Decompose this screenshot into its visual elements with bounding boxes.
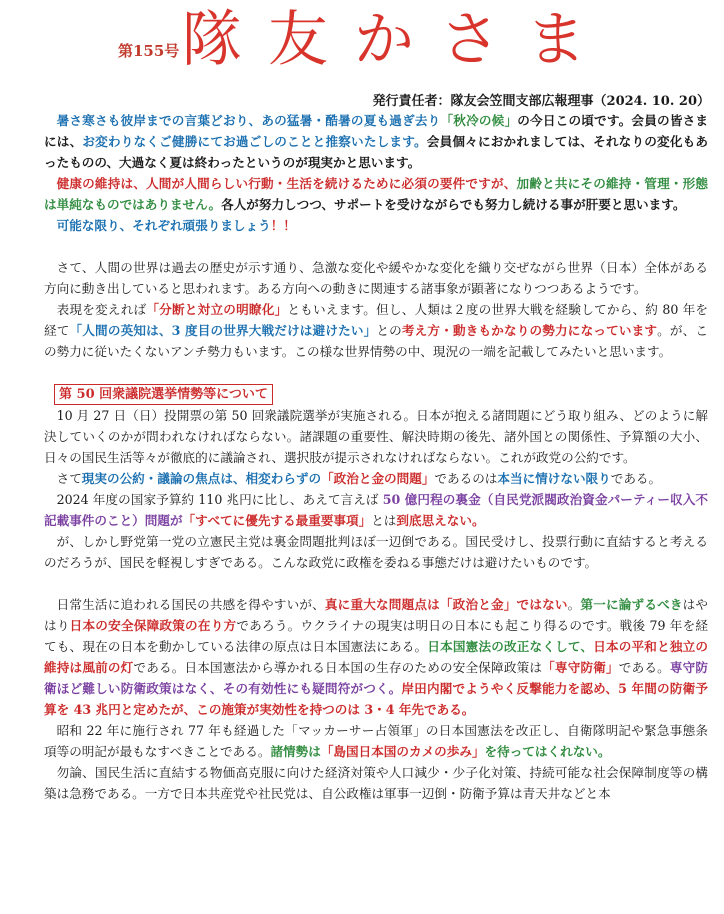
text-run: 「分断と対立の明瞭化」 [146,302,288,317]
text-run: お変わりなくご健勝にてお過ごしのことと推察いたします。 [82,134,427,149]
text-run: ともいえます。但し、人類は２度の世界大戦を経験してから、約 80 年を経て [44,302,709,338]
paragraph-security [44,594,708,720]
article-body [44,110,708,804]
text-run: はやはり [44,597,709,633]
text-run: さて [56,471,82,486]
issue-number: 第155号 [118,42,180,60]
paragraph-focus [44,468,708,489]
text-run: である。日本国憲法から導かれる日本国の生存のための安全保障政策は [133,660,543,675]
text-run: との [376,323,402,338]
text-run: とは [371,513,397,528]
text-run: さて、人間の世界は過去の歴史が示す通り、急激な変化や緩やかな変化を織り交ぜながら世界（日本）全体がある方向に動き出していると思われます。ある方向への動きに関連する諸事象が顕著になりつつあるようです。 [44,260,708,296]
text-run: 岸田内閣でようやく反撃能力を認め、5 年間の防衛予算を 43 兆円と定めたが、この施策が実効性を持つのは 3・4 年先である。 [44,681,708,717]
paragraph-encouragement [44,215,708,236]
text-run: 「政治と金の問題」 [321,471,435,486]
text-run: 日常生活に追われる国民の共感を得やすいが、 [56,597,325,612]
text-run: ！！ [270,218,296,233]
newsletter-title: 隊友かさま [182,5,612,75]
text-run: 勿論、国民生活に直結する物価高克服に向けた経済対策や人口減少・少子化対策、持続可能な社会保障制度等の構築は急務である。一方で日本共産党や社民党は、自公政権は軍事一辺倒・防衛予算は青天井などと本 [44,765,708,801]
publisher-line: 発行責任者：隊友会笠間支部広報理事（2024. 10. 20） [372,94,710,109]
text-run: 諸情勢は [270,744,321,759]
text-run: 暑さ寒さも彼岸までの言葉どおり、あの猛暑・酷暑の夏も過ぎ去り [56,113,441,128]
spacer [44,573,708,594]
text-run: 日本の安全保障政策の在り方 [69,618,237,633]
paragraph-election [44,405,708,468]
paragraph-greeting [44,110,708,173]
text-run: 日本の平和と独立の維持は風前の灯 [44,639,709,675]
text-run: 昭和 22 年に施行され 77 年も経過した「マッカーサー占領軍」の日本国憲法を改正し、自衛隊明記や緊急事態条項等の明記が最もなすべきことである。 [44,723,708,759]
text-run: 50 億円程の裏金（自民党派閥政治資金パーティー収入不記載事件のこと）問題が [44,492,708,528]
text-run: 健康の維持は、人間が人間らしい行動・生活を続けるために必須の要件ですが、 [56,176,517,191]
text-run: 可能な限り、それぞれ頑張りましょう [56,218,271,233]
text-run: の今日この頃です。会員の皆さまには、 [44,113,708,149]
text-run: 加齢と共にその維持・管理・形態は単純なものではありません。 [44,176,709,212]
text-run: 日本国憲法の改正なくして、 [427,639,594,654]
text-run: 表現を変えれば [56,302,147,317]
paragraph-division [44,299,708,362]
text-run: が、しかし野党第一党の立憲民主党は裏金問題批判ほぼ一辺倒である。国民受けし、投票行動に直結すると考えるのだろうが、国民を軽視しすぎである。こんな政党に政権を委ねる事態だけは避けたいものです。 [44,534,708,570]
paragraph-opposition [44,531,708,573]
paragraph-economy [44,762,708,804]
masthead [0,0,724,88]
text-run: である。 [610,471,662,486]
text-run: であろう。ウクライナの現実は明日の日本にも起こり得るのです。戦後 79 年を経ても、現在の日本を動かしている法律の原点は日本国憲法にある。 [44,618,709,654]
paragraph-health [44,173,708,215]
text-run: 専守防衛ほど難しい防衛政策はなく、その有効性にも疑問符がつく。 [44,660,709,696]
text-run: 第一に論ずるべき [580,597,683,612]
text-run: であるのは [434,471,498,486]
text-run: 本当に情けない限り [497,471,611,486]
text-run: 「すべてに優先する最重要事項」 [182,513,372,528]
paragraph-budget [44,489,708,531]
text-run: 会員個々におかれましては、それなりの変化もあったものの、大過なく夏は終わったというのが現実かと思います。 [44,134,709,170]
text-run: 「専守防衛」 [542,660,619,675]
spacer [44,236,708,257]
spacer [44,362,708,383]
text-run: 10 月 27 日（日）投開票の第 50 回衆議院選挙が実施される。日本が抱える諸問題にどう取り組み、どのように解決していくのかが問われなければならない。諸課題の重要性、解決時期の後先、諸外国との関係性、予算額の大小、日々の国民生活等々が徹底的に議論され、選択肢が提示されなければならない。これが政党の公約です。 [44,408,708,465]
text-run: 各人が努力しつつ、サポートを受けながらでも努力し続ける事が肝要と思います。 [221,197,686,212]
paragraph-constitution [44,720,708,762]
text-run: を待ってはくれない。 [484,744,611,759]
text-run: 到底思えない。 [396,513,485,528]
section-heading: 第 50 回衆議院選挙情勢等について [54,384,273,405]
text-run: 。が、この勢力に従いたくないアンチ勢力もいます。この様な世界情勢の中、現況の一端を記載してみたいと思います。 [44,323,709,359]
text-run: 真に重大な問題点は「政治と金」ではない [324,597,568,612]
text-run: 。 [567,597,581,612]
text-run: 2024 年度の国家予算約 110 兆円に比し、あえて言えば [56,492,383,507]
text-run: 「秋冷の候」 [440,113,518,128]
text-run: 現実の公約・議論の焦点は、相変わらずの [81,471,322,486]
paragraph-world [44,257,708,299]
text-run: 「島国日本国のカメの歩み」 [320,744,485,759]
text-run: 考え方・動きもかなりの勢力になっています [401,323,658,338]
text-run: 「人間の英知は、3 度目の世界大戦だけは避けたい」 [69,323,377,338]
text-run: である。 [618,660,670,675]
